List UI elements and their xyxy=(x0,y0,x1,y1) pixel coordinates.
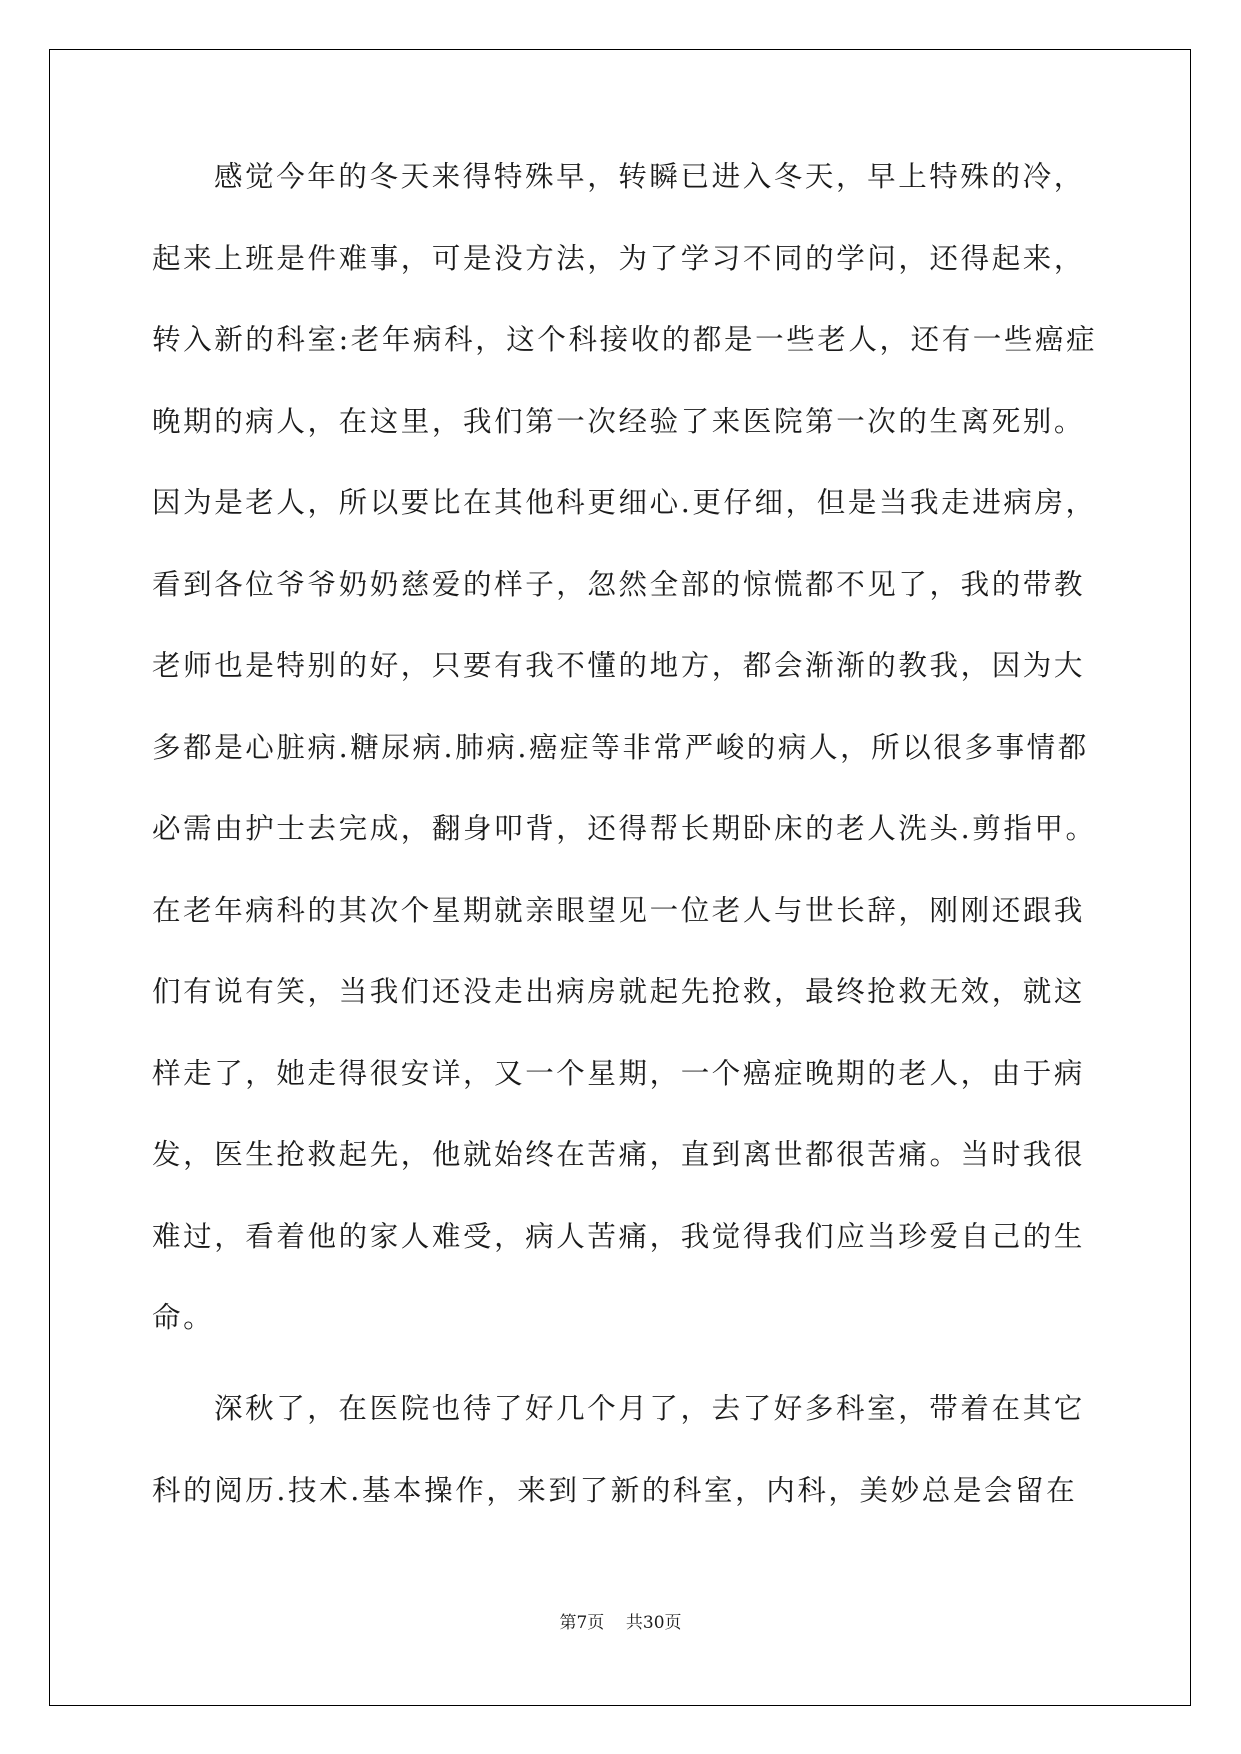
text-line: 命。 xyxy=(152,1301,215,1334)
text-line: 感觉今年的冬天来得特殊早，转瞬已进入冬天，早上特殊的冷， xyxy=(214,160,1085,193)
page-number-footer: 第7页 共30页 xyxy=(559,1613,682,1633)
text-line: 在老年病科的其次个星期就亲眼望见一位老人与世长辞，刚刚还跟我 xyxy=(152,893,1086,927)
text-line: 们有说有笑，当我们还没走出病房就起先抢救，最终抢救无效，就这 xyxy=(152,975,1086,1008)
text-line: 多都是心脏病.糖尿病.肺病.癌症等非常严峻的病人，所以很多事情都 xyxy=(152,730,1089,764)
text-line: 看到各位爷爷奶奶慈爱的样子，忽然全部的惊慌都不见了，我的带教 xyxy=(152,567,1086,601)
text-line: 样走了，她走得很安详，又一个星期，一个癌症晚期的老人，由于病 xyxy=(152,1056,1086,1090)
paragraph-1 xyxy=(152,160,1102,1395)
text-line: 难过，看着他的家人难受，病人苦痛，我觉得我们应当珍爱自己的生 xyxy=(152,1219,1086,1253)
text-line: 转入新的科室:老年病科，这个科接收的都是一些老人，还有一些癌症 xyxy=(152,323,1098,356)
text-line: 深秋了，在医院也待了好几个月了，去了好多科室，带着在其它 xyxy=(214,1392,1085,1425)
document-body xyxy=(152,160,1102,1558)
text-line: 老师也是特别的好，只要有我不懂的地方，都会渐渐的教我，因为大 xyxy=(152,649,1086,682)
text-line: 必需由护士去完成，翻身叩背，还得帮长期卧床的老人洗头.剪指甲。 xyxy=(152,812,1097,845)
text-line: 起来上班是件难事，可是没方法，为了学习不同的学问，还得起来， xyxy=(152,241,1086,275)
text-line: 科的阅历.技术.基本操作，来到了新的科室，内科，美妙总是会留在 xyxy=(152,1473,1078,1507)
text-line: 因为是老人，所以要比在其他科更细心.更仔细，但是当我走进病房， xyxy=(152,486,1097,519)
text-line: 发，医生抢救起先，他就始终在苦痛，直到离世都很苦痛。当时我很 xyxy=(152,1138,1086,1171)
paragraph-2 xyxy=(152,1392,1102,1558)
text-line: 晚期的病人，在这里，我们第一次经验了来医院第一次的生离死别。 xyxy=(152,404,1086,438)
